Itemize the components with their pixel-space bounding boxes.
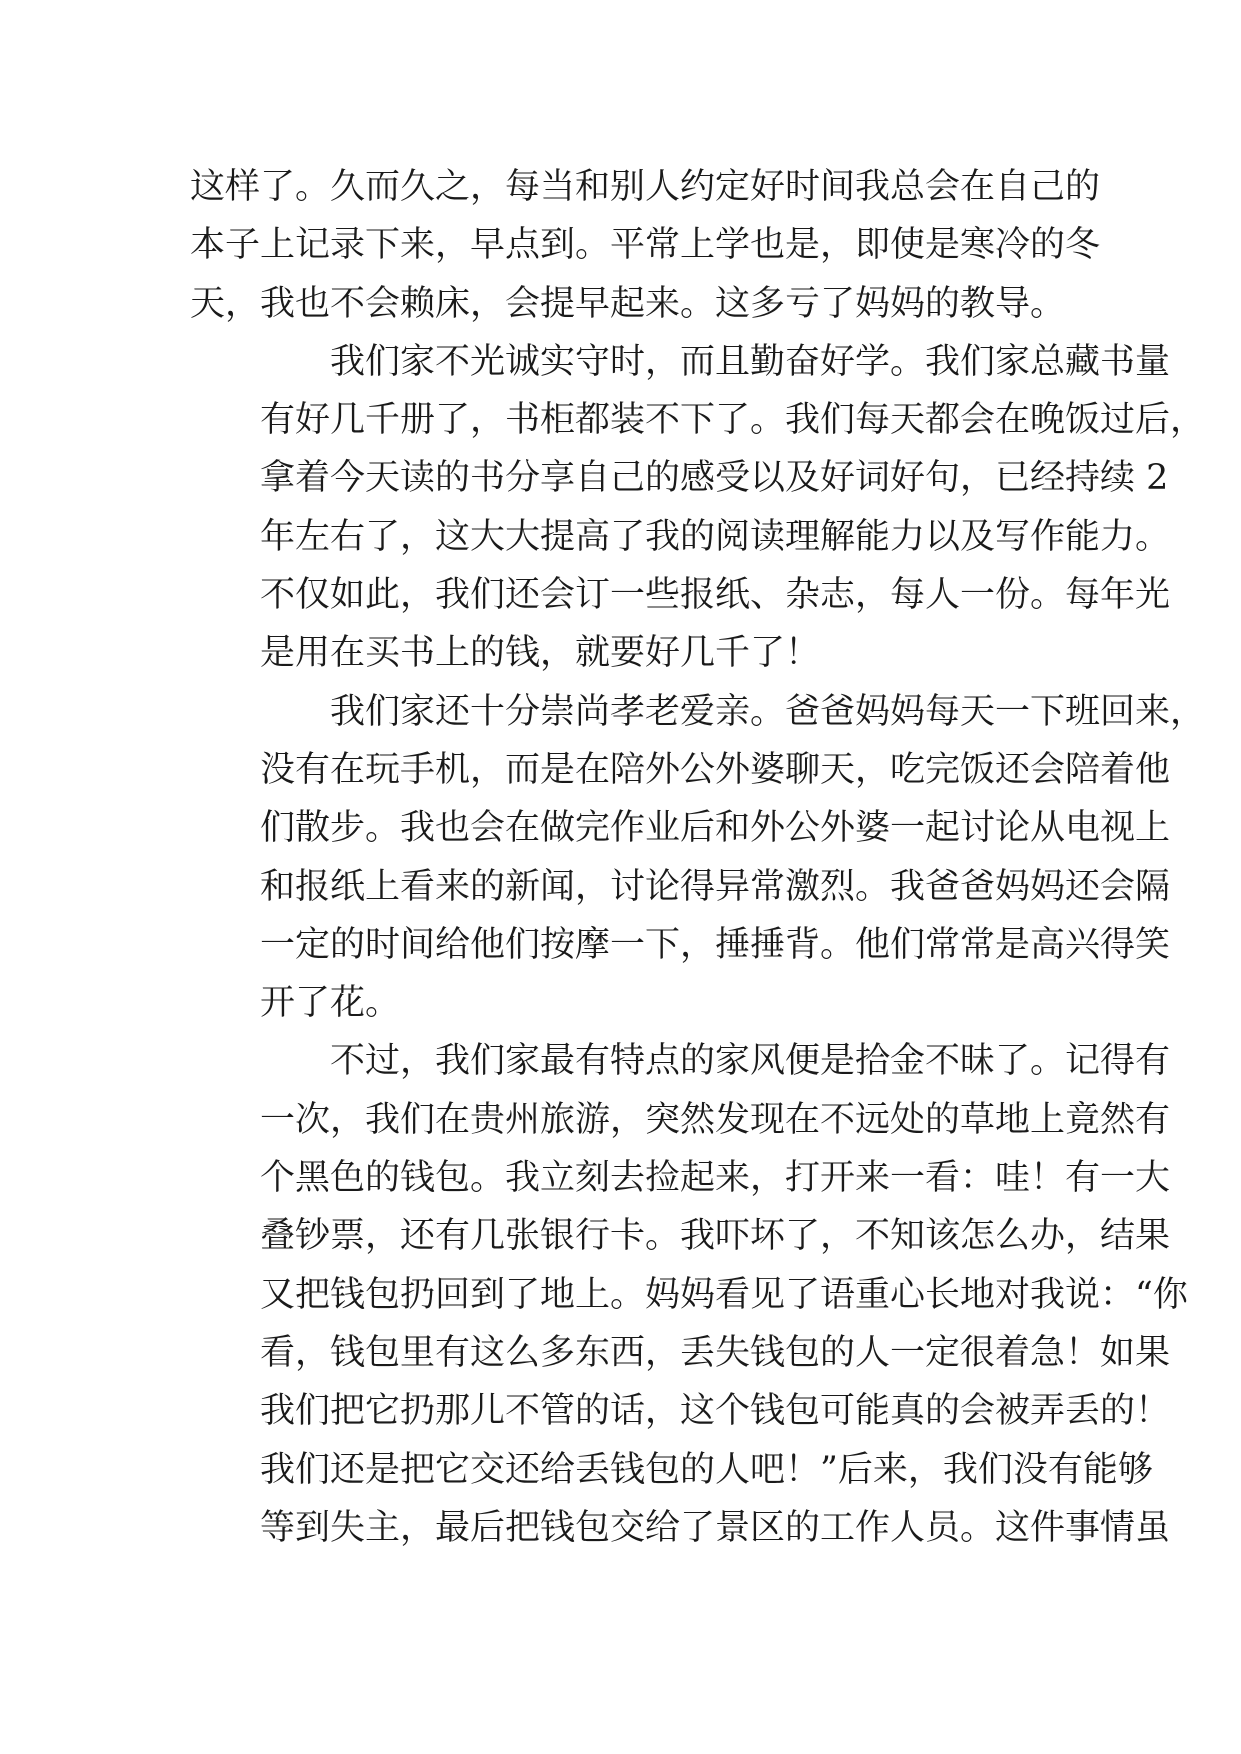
text-line: 开了花。 — [260, 983, 401, 1024]
text-line: 们散步。我也会在做完作业后和外公外婆一起讨论从电视上 — [260, 808, 1171, 849]
paragraph — [190, 683, 1206, 1033]
text-line: 这样了。久而久之，每当和别人约定好时间我总会在自己的 — [190, 167, 1101, 207]
text-line: 和报纸上看来的新闻，讨论得异常激烈。我爸爸妈妈还会隔 — [260, 866, 1171, 907]
text-line: 没有在玩手机，而是在陪外公外婆聊天，吃完饭还会陪着他 — [260, 749, 1171, 790]
text-line: 又把钱包扔回到了地上。妈妈看见了语重心长地对我说：“你 — [260, 1274, 1188, 1315]
text-line: 我们家还十分崇尚孝老爱亲。爸爸妈妈每天一下班回来， — [330, 691, 1206, 732]
text-line: 不过，我们家最有特点的家风便是拾金不昧了。记得有 — [330, 1041, 1171, 1082]
text-line: 我们还是把它交还给丢钱包的人吧！”后来，我们没有能够 — [260, 1449, 1153, 1490]
paragraph — [190, 333, 1206, 683]
text-line: 个黑色的钱包。我立刻去捡起来，打开来一看：哇！有一大 — [260, 1158, 1171, 1199]
text-line: 看，钱包里有这么多东西，丢失钱包的人一定很着急！如果 — [260, 1332, 1171, 1373]
text-line: 天，我也不会赖床，会提早起来。这多亏了妈妈的教导。 — [190, 283, 1066, 324]
text-line: 有好几千册了，书柜都装不下了。我们每天都会在晚饭过后， — [260, 400, 1206, 441]
text-line: 叠钞票，还有几张银行卡。我吓坏了，不知该怎么办，结果 — [260, 1216, 1171, 1257]
document-body — [190, 158, 1206, 1557]
text-line: 一定的时间给他们按摩一下，捶捶背。他们常常是高兴得笑 — [260, 924, 1171, 965]
text-line: 拿着今天读的书分享自己的感受以及好词好句，已经持续 2 — [260, 458, 1169, 499]
text-line: 我们把它扔那儿不管的话，这个钱包可能真的会被弄丢的！ — [260, 1391, 1171, 1432]
paragraph — [190, 158, 1101, 333]
text-line: 是用在买书上的钱，就要好几千了！ — [260, 633, 821, 674]
paragraph — [190, 1032, 1188, 1557]
text-line: 等到失主，最后把钱包交给了景区的工作人员。这件事情虽 — [260, 1507, 1171, 1548]
text-line: 一次，我们在贵州旅游，突然发现在不远处的草地上竟然有 — [260, 1099, 1171, 1140]
text-line: 我们家不光诚实守时，而且勤奋好学。我们家总藏书量 — [330, 341, 1171, 382]
text-line: 年左右了，这大大提高了我的阅读理解能力以及写作能力。 — [260, 516, 1171, 557]
text-line: 不仅如此，我们还会订一些报纸、杂志，每人一份。每年光 — [260, 575, 1171, 616]
text-line: 本子上记录下来，早点到。平常上学也是，即使是寒冷的冬 — [190, 225, 1101, 266]
